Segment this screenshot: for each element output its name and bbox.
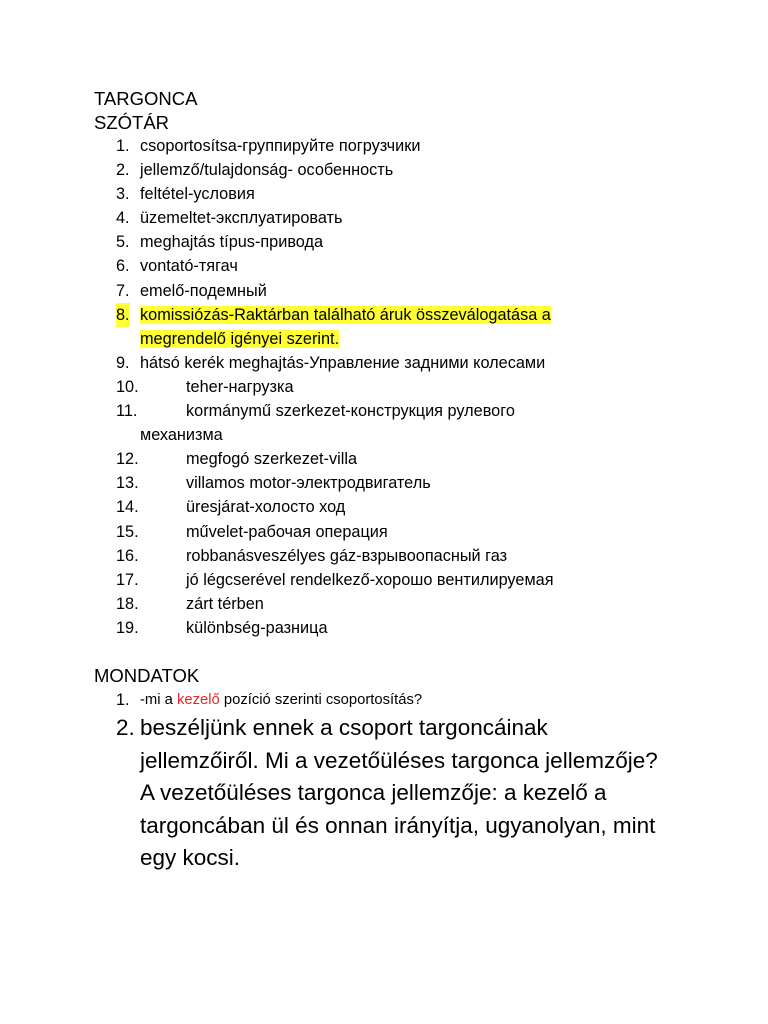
list-item-highlighted — [94, 303, 654, 351]
item-text: komissiózás-Raktárban található áruk összeválogatása a — [140, 305, 551, 324]
list-item — [94, 375, 654, 399]
dictionary-heading: SZÓTÁR — [94, 112, 170, 133]
item-number: 5. — [116, 233, 130, 252]
list-item — [94, 254, 654, 278]
sentences-list — [94, 688, 714, 875]
page-title: TARGONCA — [94, 88, 198, 109]
item-number: 3. — [116, 185, 130, 204]
item-text: kormánymű szerkezet-конструкция рулевого — [186, 402, 515, 421]
list-item — [94, 592, 654, 616]
list-item — [94, 447, 654, 471]
list-item — [94, 399, 654, 447]
sentence-line: targoncában ül és onnan irányítja, ugyanolyan, mint — [140, 812, 656, 838]
sentence-text-after: pozíció szerinti csoportosítás? — [219, 692, 423, 708]
highlighted-word: kezelő — [177, 692, 220, 708]
item-text: meghajtás típus-привода — [140, 233, 324, 252]
list-item — [94, 158, 654, 182]
item-number: 10. — [116, 377, 139, 396]
item-number: 1. — [116, 691, 130, 709]
list-item — [94, 520, 654, 544]
item-number: 13. — [116, 474, 139, 493]
sentences-heading: MONDATOK — [94, 665, 200, 686]
item-text: vontató-тягач — [140, 257, 238, 276]
item-number: 2. — [116, 715, 135, 740]
item-number: 9. — [116, 353, 130, 372]
sentence-item — [94, 712, 714, 875]
item-text: zárt térben — [186, 594, 264, 613]
sentence-line: egy kocsi. — [140, 845, 241, 870]
item-text: hátsó kerék meghajtás-Управление задними колесами — [140, 353, 546, 372]
item-text: különbség-разница — [186, 618, 328, 637]
item-text: üresjárat-холосто ход — [186, 498, 346, 517]
list-item — [94, 182, 654, 206]
item-number: 12. — [116, 450, 139, 469]
item-number: 15. — [116, 522, 139, 541]
item-text: robbanásveszélyes gáz-взрывоопасный газ — [186, 546, 508, 565]
item-text-continuation: механизма — [140, 426, 223, 445]
list-item — [94, 134, 654, 158]
list-item — [94, 544, 654, 568]
list-item — [94, 568, 654, 592]
item-number: 7. — [116, 281, 130, 300]
sentence-line: jellemzőiről. Mi a vezetőüléses targonca jellemzője? — [140, 747, 658, 773]
item-text: feltétel-условия — [140, 185, 255, 204]
item-number: 17. — [116, 570, 139, 589]
item-text: jó légcserével rendelkező-хорошо вентилируемая — [186, 570, 554, 589]
item-text: teher-нагрузка — [186, 377, 294, 396]
item-number: 2. — [116, 161, 130, 180]
sentence-text-before: -mi a — [140, 692, 177, 708]
item-text: jellemző/tulajdonság- особенность — [140, 161, 394, 180]
item-text: megfogó szerkezet-villa — [186, 450, 358, 469]
list-item — [94, 616, 654, 640]
item-text: üzemeltet-эксплуатировать — [140, 209, 343, 228]
list-item — [94, 279, 654, 303]
list-item — [94, 495, 654, 519]
item-number: 8. — [116, 303, 130, 327]
item-text-continuation: megrendelő igényei szerint. — [140, 329, 340, 348]
item-number: 4. — [116, 209, 130, 228]
list-item — [94, 206, 654, 230]
item-number: 14. — [116, 498, 139, 517]
list-item — [94, 230, 654, 254]
item-number: 16. — [116, 546, 139, 565]
item-text: művelet-рабочая операция — [186, 522, 388, 541]
item-number: 19. — [116, 618, 139, 637]
item-text: emelő-подемный — [140, 281, 267, 300]
list-item — [94, 471, 654, 495]
vocabulary-list — [94, 134, 654, 640]
item-text: csoportosítsa-группируйте погрузчики — [140, 137, 421, 155]
sentence-item — [94, 688, 714, 712]
item-number: 11. — [116, 402, 138, 421]
item-text: villamos motor-электродвигатель — [186, 474, 431, 493]
sentence-line: beszéljünk ennek a csoport targoncáinak — [140, 715, 548, 740]
item-number: 18. — [116, 594, 139, 613]
item-number: 6. — [116, 257, 130, 276]
list-item — [94, 351, 654, 375]
item-number: 1. — [116, 137, 130, 155]
sentence-line: A vezetőüléses targonca jellemzője: a kezelő a — [140, 780, 607, 805]
